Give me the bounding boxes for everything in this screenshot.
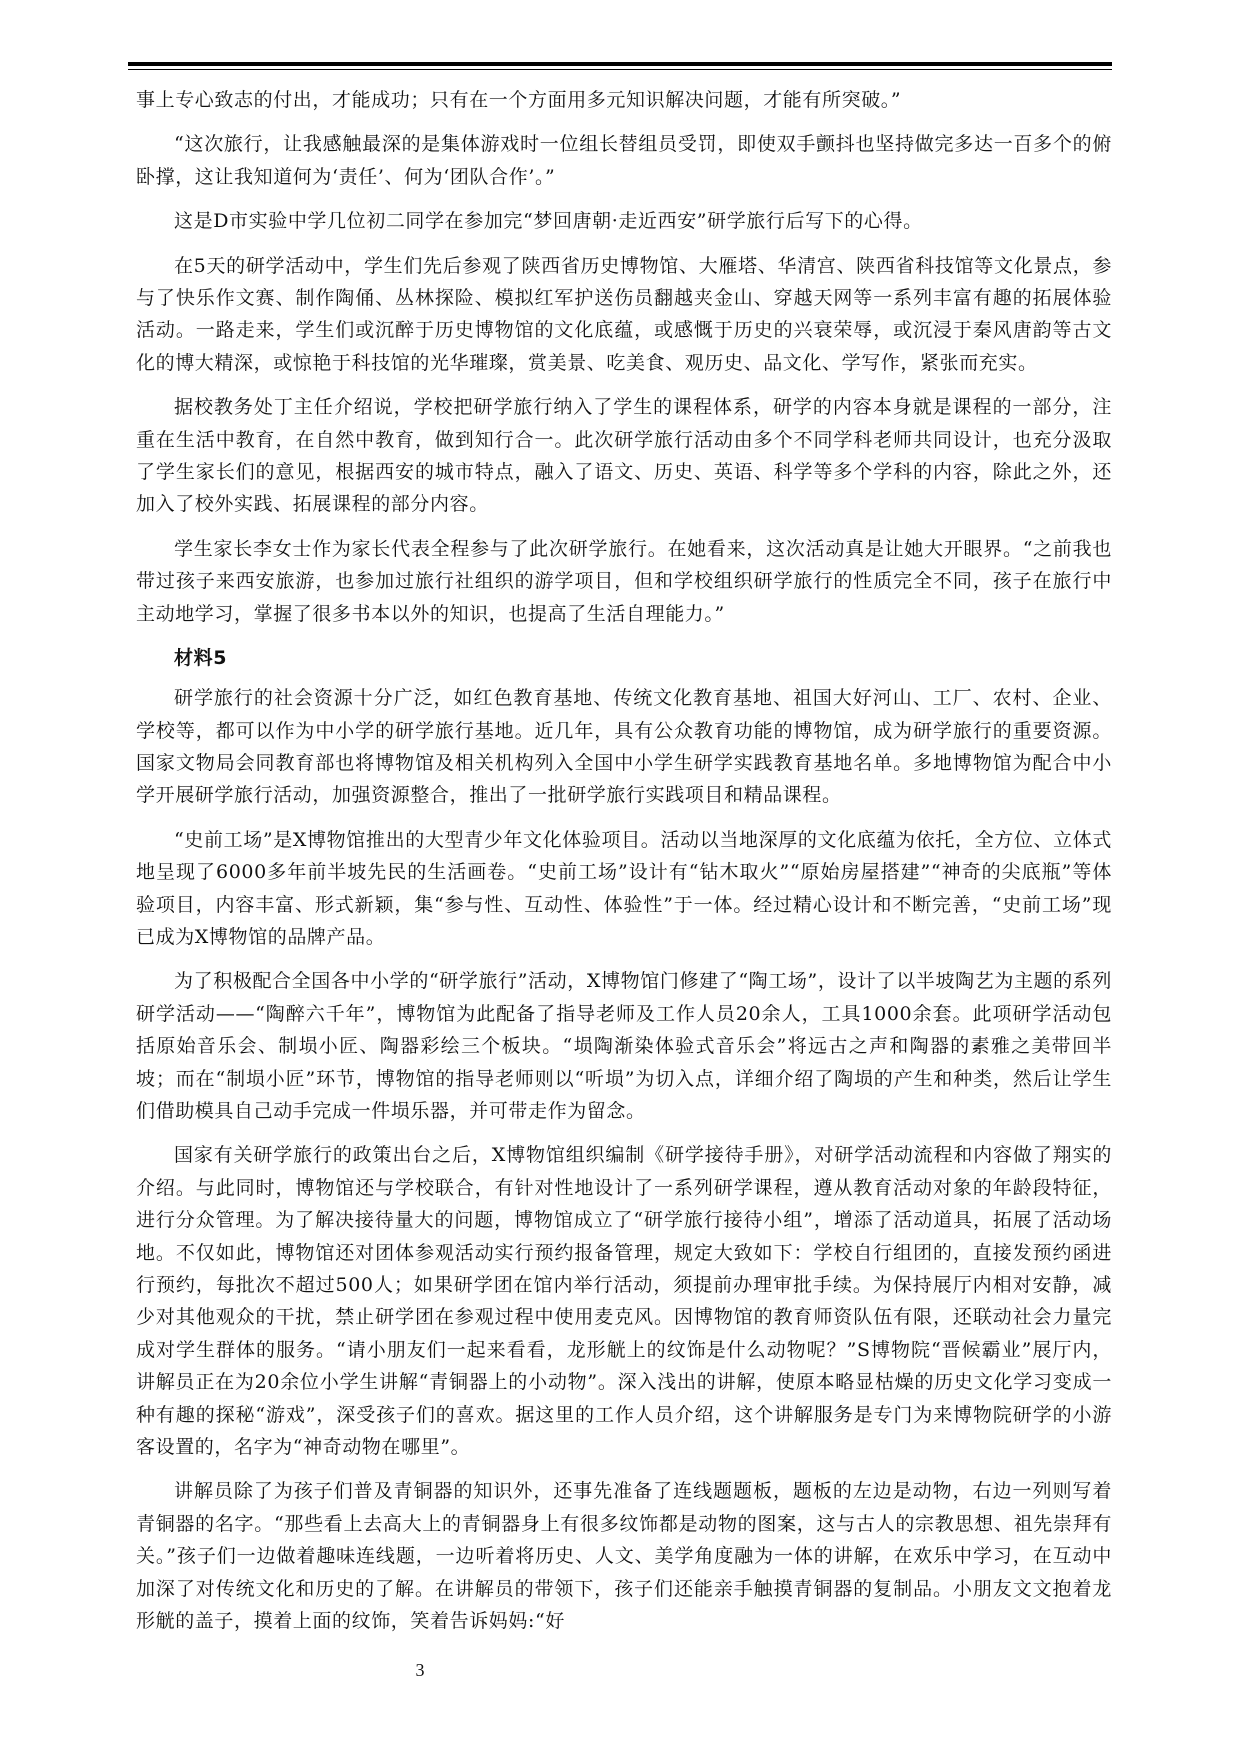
paragraph: 在5天的研学活动中，学生们先后参观了陕西省历史博物馆、大雁塔、华清宫、陕西省科技馆等文化景点，参与了快乐作文赛、制作陶俑、丛林探险、模拟红军护送伤员翻越夹金山、穿越天网等一系列丰富有趣的拓展体验活动。一路走来，学生们或沉醉于历史博物馆的文化底蕴，或感慨于历史的兴衰荣辱，或沉浸于秦风唐韵等古文化的博大精深，或惊艳于科技馆的光华璀璨，赏美景、吃美食、观历史、品文化、学写作，紧张而充实。 <box>136 254 1112 374</box>
document-body <box>136 84 1112 1649</box>
paragraph: 事上专心致志的付出，才能成功；只有在一个方面用多元知识解决问题，才能有所突破。” <box>136 89 902 111</box>
header-rule-thin <box>128 69 1112 70</box>
paragraph: “史前工场”是X博物馆推出的大型青少年文化体验项目。活动以当地深厚的文化底蕴为依托，全方位、立体式地呈现了6000多年前半坡先民的生活画卷。“史前工场”设计有“钻木取火”“原始房屋搭建”“神奇的尖底瓶”等体验项目，内容丰富、形式新颖，集“参与性、互动性、体验性”于一体。经过精心设计和不断完善，“史前工场”现已成为X博物馆的品牌产品。 <box>136 828 1112 948</box>
paragraph: 据校教务处丁主任介绍说，学校把研学旅行纳入了学生的课程体系，研学的内容本身就是课程的一部分，注重在生活中教育，在自然中教育，做到知行合一。此次研学旅行活动由多个不同学科老师共同设计，也充分汲取了学生家长们的意见，根据西安的城市特点，融入了语文、历史、英语、科学等多个学科的内容，除此之外，还加入了校外实践、拓展课程的部分内容。 <box>136 396 1112 516</box>
paragraph: 国家有关研学旅行的政策出台之后，X博物馆组织编制《研学接待手册》，对研学活动流程和内容做了翔实的介绍。与此同时，博物馆还与学校联合，有针对性地设计了一系列研学课程，遵从教育活动对象的年龄段特征，进行分众管理。为了解决接待量大的问题，博物馆成立了“研学旅行接待小组”，增添了活动道具，拓展了活动场地。不仅如此，博物馆还对团体参观活动实行预约报备管理，规定大致如下：学校自行组团的，直接发预约函进行预约，每批次不超过500人；如果研学团在馆内举行活动，须提前办理审批手续。为保持展厅内相对安静，减少对其他观众的干扰，禁止研学团在参观过程中使用麦克风。因博物馆的教育师资队伍有限，还联动社会力量完成对学生群体的服务。“请小朋友们一起来看看，龙形觥上的纹饰是什么动物呢？”S博物院“晋候霸业”展厅内，讲解员正在为20余位小学生讲解“青铜器上的小动物”。深入浅出的讲解，使原本略显枯燥的历史文化学习变成一种有趣的探秘“游戏”，深受孩子们的喜欢。据这里的工作人员介绍，这个讲解服务是专门为来博物院研学的小游客设置的，名字为“神奇动物在哪里”。 <box>136 1144 1112 1459</box>
paragraph: 为了积极配合全国各中小学的“研学旅行”活动，X博物馆门修建了“陶工场”，设计了以半坡陶艺为主题的系列研学活动——“陶醉六千年”，博物馆为此配备了指导老师及工作人员20余人，工具1000余套。此项研学活动包括原始音乐会、制埙小匠、陶器彩绘三个板块。“埙陶渐染体验式音乐会”将远古之声和陶器的素雅之美带回半坡；而在“制埙小匠”环节，博物馆的指导老师则以“听埙”为切入点，详细介绍了陶埙的产生和种类，然后让学生们借助模具自己动手完成一件埙乐器，并可带走作为留念。 <box>136 970 1112 1122</box>
section-heading: 材料5 <box>174 647 228 670</box>
header-rule-thick <box>128 62 1112 66</box>
paragraph: 研学旅行的社会资源十分广泛，如红色教育基地、传统文化教育基地、祖国大好河山、工厂、农村、企业、学校等，都可以作为中小学的研学旅行基地。近几年，具有公众教育功能的博物馆，成为研学旅行的重要资源。国家文物局会同教育部也将博物馆及相关机构列入全国中小学生研学实践教育基地名单。多地博物馆为配合中小学开展研学旅行活动，加强资源整合，推出了一批研学旅行实践项目和精品课程。 <box>136 687 1112 807</box>
paragraph: 讲解员除了为孩子们普及青铜器的知识外，还事先准备了连线题题板，题板的左边是动物，右边一列则写着青铜器的名字。“那些看上去高大上的青铜器身上有很多纹饰都是动物的图案，这与古人的宗教思想、祖先崇拜有关。”孩子们一边做着趣味连线题，一边听着将历史、人文、美学角度融为一体的讲解，在欢乐中学习，在互动中加深了对传统文化和历史的了解。在讲解员的带领下，孩子们还能亲手触摸青铜器的复制品。小朋友文文抱着龙形觥的盖子，摸着上面的纹饰，笑着告诉妈妈:“好 <box>136 1480 1112 1633</box>
page-number: 3 <box>415 1660 425 1680</box>
paragraph: “这次旅行，让我感触最深的是集体游戏时一位组长替组员受罚，即使双手颤抖也坚持做完多达一百多个的俯卧撑，这让我知道何为‘责任’、何为‘团队合作’。” <box>136 133 1112 188</box>
paragraph: 学生家长李女士作为家长代表全程参与了此次研学旅行。在她看来，这次活动真是让她大开眼界。“之前我也带过孩子来西安旅游，也参加过旅行社组织的游学项目，但和学校组织研学旅行的性质完全不同，孩子在旅行中主动地学习，掌握了很多书本以外的知识，也提高了生活自理能力。” <box>136 537 1112 625</box>
paragraph: 这是D市实验中学几位初二同学在参加完“梦回唐朝·走近西安”研学旅行后写下的心得。 <box>174 210 923 233</box>
